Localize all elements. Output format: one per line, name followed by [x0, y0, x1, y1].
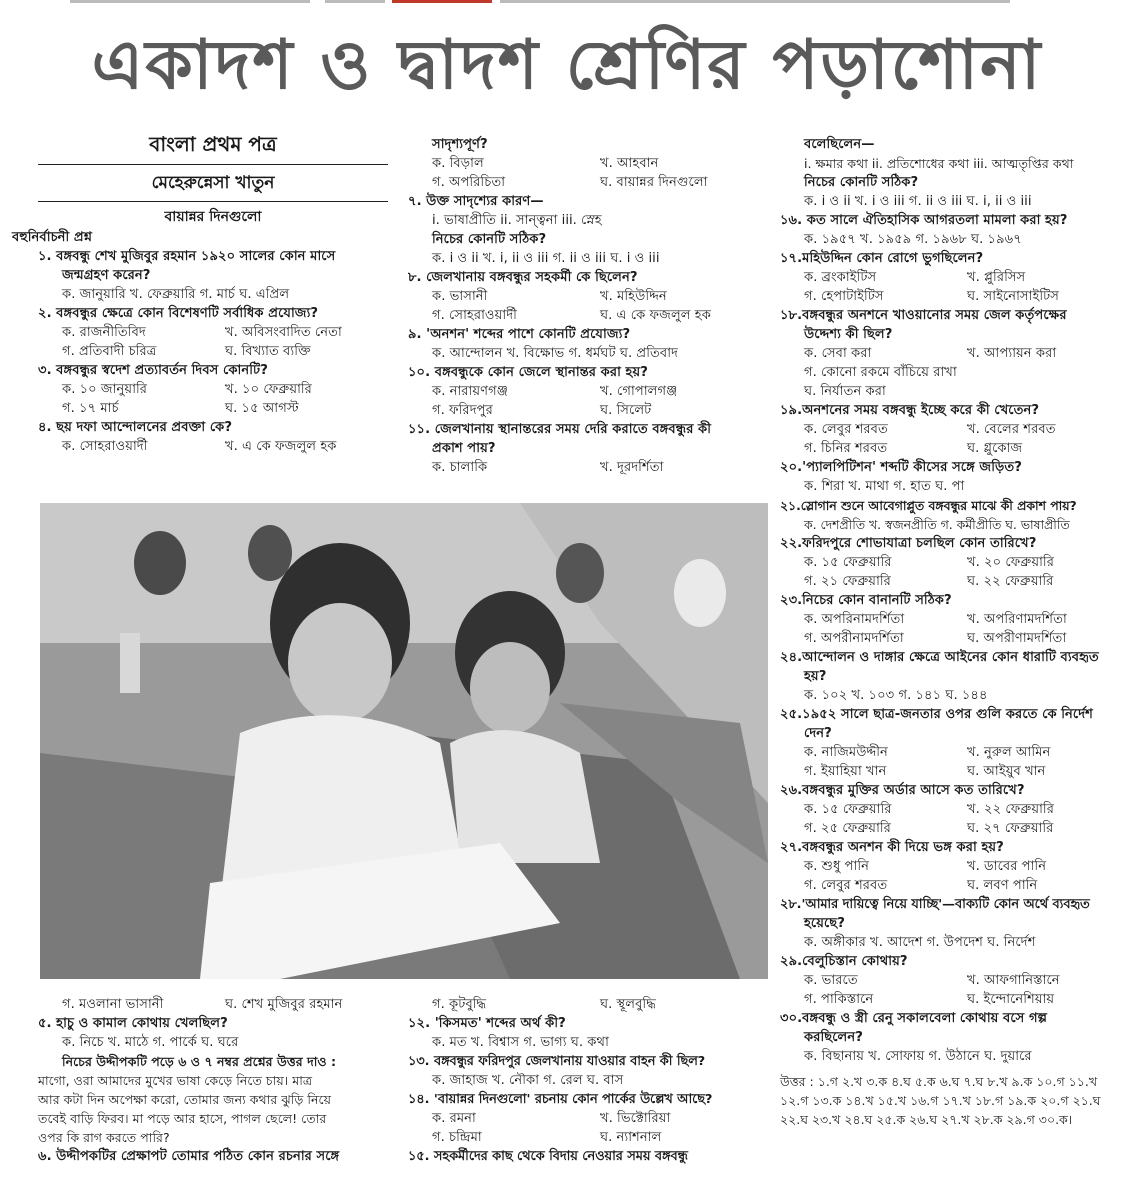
question-13: ১৩. বঙ্গবন্ধুর ফরিদপুর জেলখানায় যাওয়ার বাহন কী ছিল?	[408, 1054, 706, 1069]
question-11: ১১. জেলখানায় স্থানান্তরের সময় দেরি করাতে বঙ্গবন্ধুর কী	[408, 422, 712, 437]
option: ক. ১০ জানুয়ারি	[62, 382, 148, 397]
options: ক. i ও ii খ. i ও iii গ. ii ও iii ঘ. i, ii ও iii	[804, 194, 1032, 209]
answer-key-line: ২২.ঘ ২৩.খ ২৪.ঘ ২৫.ক ২৬.ঘ ২৭.খ ২৮.ক ২৯.গ ৩০.ক।	[780, 1112, 1073, 1127]
rule	[38, 164, 388, 165]
option: ক. চালাকি	[432, 460, 488, 475]
options	[408, 401, 768, 420]
option: ক. ১৫ ফেব্রুয়ারি	[804, 555, 892, 570]
option: ক. অপরিনামদর্শিতা	[804, 612, 905, 627]
question-28: ২৮.'আমার দায়িত্বে নিয়ে যাচ্ছি'—বাক্যটি কোন অর্থে ব্যবহৃত	[780, 897, 1090, 912]
options	[780, 439, 1130, 458]
option: খ. প্লুরিসিস	[967, 270, 1026, 285]
option: খ. আপ্যায়ন করা	[967, 346, 1057, 361]
option: খ. অবিসংবাদিত নেতা	[225, 325, 342, 340]
options: ক. অঙ্গীকার খ. আদেশ গ. উপদেশ ঘ. নির্দেশ	[804, 935, 1036, 950]
option: ঘ. সিলেট	[600, 403, 652, 418]
author-name: মেহেরুন্নেসা খাতুন	[151, 173, 275, 193]
option: গ. প্রতিবাদী চরিত্র	[62, 344, 157, 359]
question-1: ১. বঙ্গবন্ধু শেখ মুজিবুর রহমান ১৯২০ সালের কোন মাসে	[38, 249, 336, 264]
question-4: ৪. ছয় দফা আন্দোলনের প্রবক্তা কে?	[38, 420, 233, 435]
option: ঘ. ২৭ ফেব্রুয়ারি	[967, 821, 1054, 836]
option: ক. নারায়ণগঞ্জ	[432, 384, 509, 399]
option: ক. সোহরাওয়ার্দী	[62, 439, 148, 454]
option: খ. আফগানিস্তানে	[967, 973, 1060, 988]
column-2	[408, 135, 768, 477]
question-19: ১৯.অনশনের সময় বঙ্গবন্ধু ইচ্ছে করে কী খেতেন?	[780, 403, 1040, 418]
question-22: ২২.ফরিদপুরে শোভাযাত্রা চলছিল কোন তারিখে?	[780, 536, 1037, 551]
question-17: ১৭.মহিউদ্দিন কোন রোগে ভুগছিলেন?	[780, 251, 984, 266]
options: ক. ১০২ খ. ১০৩ গ. ১৪১ ঘ. ১৪৪	[804, 688, 988, 703]
column-1	[12, 128, 388, 456]
options	[780, 610, 1130, 629]
question-30: ৩০.বঙ্গবন্ধু ও স্ত্রী রেনু সকালবেলা কোথায় বসে গল্প	[780, 1011, 1048, 1026]
question-18-cont: উদ্দেশ্য কী ছিল?	[804, 327, 893, 342]
options	[780, 762, 1130, 781]
options	[38, 380, 388, 399]
options	[780, 857, 1130, 876]
options	[780, 800, 1130, 819]
option: গ. ফরিদপুর	[432, 403, 493, 418]
option: ক. লেবুর শরবত	[804, 422, 888, 437]
column-2-bottom	[408, 995, 768, 1166]
options	[780, 819, 1130, 838]
question-14: ১৪. 'বায়ান্নর দিনগুলো' রচনায় কোন পার্কের উল্লেখ আছে?	[408, 1092, 713, 1107]
options	[408, 306, 768, 325]
option: ঘ. লবণ পানি	[967, 878, 1038, 893]
option: গ. ২১ ফেব্রুয়ারি	[804, 574, 891, 589]
option: গ. মওলানা ভাসানী	[62, 997, 164, 1012]
subject-title: বাংলা প্রথম পত্র	[149, 132, 277, 156]
options	[780, 268, 1130, 287]
top-rule-mid	[325, 0, 385, 3]
question-7: ৭. উক্ত সাদৃশ্যের কারণ—	[408, 194, 544, 209]
question-24-cont: হয়?	[804, 669, 827, 684]
options	[408, 995, 768, 1014]
question-11-cont: প্রকাশ পায়?	[432, 441, 496, 456]
options: ক. দেশপ্রীতি খ. স্বজনপ্রীতি গ. কর্মীপ্রীতি ঘ. ভাষাপ্রীতি	[804, 517, 1070, 532]
question-18: ১৮.বঙ্গবন্ধুর অনশনে খাওয়ানোর সময় জেল কর্তৃপক্ষের	[780, 308, 1067, 323]
option: ক. ১৫ ফেব্রুয়ারি	[804, 802, 892, 817]
option: ক. রমনা	[432, 1111, 476, 1126]
options	[780, 990, 1130, 1009]
question-21: ২১.স্লোগান শুনে আবেগাপ্লুত বঙ্গবন্ধুর মাঝে কী প্রকাশ পায়?	[780, 498, 1077, 513]
statement-items: i. ভাষাপ্রীতি ii. সান্ত্বনা iii. স্নেহ	[432, 213, 602, 228]
options: ক. বিছানায় খ. সোফায় গ. উঠানে ঘ. দুয়ারে	[804, 1049, 1032, 1064]
stimulus-text: তবেই বাড়ি ফিরব। মা পড়ে আর হাসে, পাগল ছেলে! তোর	[38, 1111, 327, 1126]
options	[780, 287, 1130, 306]
option: ক. রাজনীতিবিদ	[62, 325, 146, 340]
answer-key-line: ১২.গ ১৩.ক ১৪.খ ১৫.খ ১৬.গ ১৭.খ ১৮.গ ১৯.ক ২০.গ ২১.ঘ	[780, 1093, 1101, 1108]
top-rule	[0, 0, 1134, 4]
option: ঘ. শেখ মুজিবুর রহমান	[225, 997, 343, 1012]
options	[780, 743, 1130, 762]
stimulus-heading: নিচের উদ্দীপকটি পড়ে ৬ ও ৭ নম্বর প্রশ্নের উত্তর দাও :	[62, 1054, 337, 1069]
rule	[38, 201, 388, 202]
option: খ. ১০ ফেব্রুয়ারি	[225, 382, 312, 397]
option: ঘ. ১৫ আগস্ট	[225, 401, 299, 416]
question-1-cont: জন্মগ্রহণ করেন?	[62, 268, 151, 283]
question-6: ৬. উদ্দীপকটির প্রেক্ষাপট তোমার পঠিত কোন রচনার সঙ্গে	[38, 1149, 340, 1164]
option: গ. চিনির শরবত	[804, 441, 888, 456]
options: ক. ১৯৫৭ খ. ১৯৫৯ গ. ১৯৬৮ ঘ. ১৯৬৭	[804, 232, 1022, 247]
question-2: ২. বঙ্গবন্ধুর ক্ষেত্রে কোন বিশেষণটি সর্বাধিক প্রযোজ্য?	[38, 306, 319, 321]
question-15: ১৫. সহকর্মীদের কাছ থেকে বিদায় নেওয়ার সময় বঙ্গবন্ধু	[408, 1149, 688, 1164]
option: ঘ. নির্যাতন করা	[804, 384, 886, 399]
options	[780, 876, 1130, 895]
question-16: ১৬. কত সালে ঐতিহাসিক আগরতলা মামলা করা হয়?	[780, 213, 1068, 228]
ask: নিচের কোনটি সঠিক?	[432, 232, 547, 247]
option: ঘ. এ কে ফজলুল হক	[600, 308, 711, 323]
option: গ. চন্দ্রিমা	[432, 1130, 482, 1145]
section-heading: বহুনির্বাচনী প্রশ্ন	[12, 230, 93, 245]
question-8: ৮. জেলখানায় বঙ্গবন্ধুর সহকর্মী কে ছিলেন?	[408, 270, 638, 285]
options: ক. মত খ. বিশ্বাস গ. ভাগ্য ঘ. কথা	[432, 1035, 609, 1050]
column-3	[780, 135, 1130, 1129]
option: ঘ. ইন্দোনেশিয়ায়	[967, 992, 1055, 1007]
options	[38, 399, 388, 418]
option: গ. পাকিস্তানে	[804, 992, 874, 1007]
statement-items: i. ক্ষমার কথা ii. প্রতিশোধের কথা iii. আত্মতৃপ্তির কথা	[804, 156, 1074, 171]
question-26: ২৬.বঙ্গবন্ধুর মুক্তির অর্ডার আসে কত তারিখে?	[780, 783, 1025, 798]
options	[780, 971, 1130, 990]
exam-hall-photo	[40, 503, 768, 979]
options: ক. নিচে খ. মাঠে গ. পার্কে ঘ. ঘরে	[62, 1035, 239, 1050]
option: খ. ২০ ফেব্রুয়ারি	[967, 555, 1054, 570]
question-27: ২৭.বঙ্গবন্ধুর অনশন কী দিয়ে ভঙ্গ করা হয়?	[780, 840, 1004, 855]
question-25: ২৫.১৯৫২ সালে ছাত্র-জনতার ওপর গুলি করতে কে নির্দেশ	[780, 707, 1093, 722]
option: গ. হেপাটাইটিস	[804, 289, 884, 304]
option: খ. অপরিণামদর্শিতা	[967, 612, 1067, 627]
question-5: ৫. হাচু ও কামাল কোথায় খেলছিল?	[38, 1016, 228, 1031]
answer-key-line: উত্তর : ১.গ ২.খ ৩.ক ৪.ঘ ৫.ক ৬.ঘ ৭.ঘ ৮.খ ৯.ক ১০.গ ১১.খ	[780, 1074, 1098, 1089]
lesson-title: বায়ান্নর দিনগুলো	[164, 209, 262, 225]
option: ক. সেবা করা	[804, 346, 872, 361]
options: ক. জাহাজ খ. নৌকা গ. রেল ঘ. বাস	[432, 1073, 624, 1088]
option: ক. ভাসানী	[432, 289, 488, 304]
option: খ. ডাবের পানি	[967, 859, 1047, 874]
options	[408, 382, 768, 401]
question-20: ২০.'প্যালপিটিশন' শব্দটি কীসের সঙ্গে জড়িত?	[780, 460, 1022, 475]
column-1-bottom	[38, 995, 388, 1166]
option: গ. ১৭ মার্চ	[62, 401, 119, 416]
exam-photo-illustration	[40, 503, 768, 979]
option: ঘ. ন্যাশনাল	[600, 1130, 662, 1145]
question-12: ১২. 'কিসমত' শব্দের অর্থ কী?	[408, 1016, 566, 1031]
option: ঘ. বায়ান্নর দিনগুলো	[600, 175, 708, 190]
option: গ. অপরীনামদর্শিতা	[804, 631, 904, 646]
option: খ. এ কে ফজলুল হক	[225, 439, 337, 454]
question-15-cont: বলেছিলেন—	[804, 137, 875, 152]
options	[408, 173, 768, 192]
question-25-cont: দেন?	[804, 726, 832, 741]
options	[38, 995, 388, 1014]
question-28-cont: হয়েছে?	[804, 916, 845, 931]
options	[408, 287, 768, 306]
top-rule-left	[70, 0, 310, 3]
top-rule-accent	[392, 0, 492, 3]
answer-key	[780, 1072, 1130, 1129]
option: ক. শুধু পানি	[804, 859, 869, 874]
ask: নিচের কোনটি সঠিক?	[804, 175, 919, 190]
question-30-cont: করছিলেন?	[804, 1030, 863, 1045]
option: খ. ২২ ফেব্রুয়ারি	[967, 802, 1054, 817]
options	[408, 1109, 768, 1128]
page-headline: একাদশ ও দ্বাদশ শ্রেণির পড়াশোনা	[91, 26, 1043, 105]
options	[408, 1128, 768, 1147]
option: গ. ২৫ ফেব্রুয়ারি	[804, 821, 891, 836]
question-9: ৯. 'অনশন' শব্দের পাশে কোনটি প্রযোজ্য?	[408, 327, 631, 342]
stimulus-text: ওপর কি রাগ করতে পারি?	[38, 1130, 170, 1145]
question-3: ৩. বঙ্গবন্ধুর স্বদেশ প্রত্যাবর্তন দিবস কোনটি?	[38, 363, 268, 378]
options	[780, 572, 1130, 591]
stimulus-text: আর কটা দিন অপেক্ষা করো, তোমার জন্য কথার ঝুড়ি নিয়ে	[38, 1092, 332, 1107]
option: খ. ভিক্টোরিয়া	[600, 1111, 671, 1126]
option: খ. নুরুল আমিন	[967, 745, 1051, 760]
question-29: ২৯.বেলুচিস্তান কোথায়?	[780, 954, 908, 969]
option: ক. নাজিমউদ্দীন	[804, 745, 888, 760]
option: ঘ. বিখ্যাত ব্যক্তি	[225, 344, 311, 359]
option: গ. লেবুর শরবত	[804, 878, 888, 893]
option: খ. গোপালগঞ্জ	[600, 384, 678, 399]
option: ঘ. স্থূলবুদ্ধি	[600, 997, 656, 1012]
question-23: ২৩.নিচের কোন বানানটি সঠিক?	[780, 593, 952, 608]
option: গ. অপরিচিতা	[432, 175, 506, 190]
option: গ. কোনো রকমে বাঁচিয়ে রাখা	[804, 365, 957, 380]
top-rule-right	[500, 0, 1010, 3]
options	[38, 323, 388, 342]
option: ক. বিড়াল	[432, 156, 484, 171]
question-6-cont: সাদৃশ্যপূর্ণ?	[432, 137, 488, 152]
options	[780, 553, 1130, 572]
options	[780, 344, 1130, 363]
options	[38, 342, 388, 361]
options	[780, 420, 1130, 439]
option: খ. দূরদর্শিতা	[600, 460, 664, 475]
option: ঘ. আইয়ুব খান	[967, 764, 1046, 779]
options	[408, 458, 768, 477]
option: গ. ইয়াহিয়া খান	[804, 764, 887, 779]
option: খ. বেলের শরবত	[967, 422, 1056, 437]
options: ক. শিরা খ. মাথা গ. হাত ঘ. পা	[804, 479, 965, 494]
question-10: ১০. বঙ্গবন্ধুকে কোন জেলে স্থানান্তর করা হয়?	[408, 365, 648, 380]
option: খ. আহবান	[600, 156, 659, 171]
options: ক. আন্দোলন খ. বিক্ষোভ গ. ধর্মঘট ঘ. প্রতিবাদ	[432, 346, 678, 361]
option: ক. ব্রংকাইটিস	[804, 270, 877, 285]
options: ক. জানুয়ারি খ. ফেব্রুয়ারি গ. মার্চ ঘ. এপ্রিল	[62, 287, 290, 302]
options	[780, 629, 1130, 648]
option: ঘ. সাইনোসাইটিস	[967, 289, 1059, 304]
option: ক. ভারতে	[804, 973, 858, 988]
option: ঘ. ২২ ফেব্রুয়ারি	[967, 574, 1054, 589]
options	[38, 437, 388, 456]
options: ক. i ও ii খ. i, ii ও iii গ. ii ও iii ঘ. i ও iii	[432, 251, 660, 266]
stimulus-text: মাগো, ওরা আমাদের মুখের ভাষা কেড়ে নিতে চায়। মাত্র	[38, 1073, 313, 1088]
option: খ. মহিউদ্দিন	[600, 289, 667, 304]
question-24: ২৪.আন্দোলন ও দাঙ্গার ক্ষেত্রে আইনের কোন ধারাটি ব্যবহৃত	[780, 650, 1099, 665]
option: ঘ. অপরীণামদর্শিতা	[967, 631, 1067, 646]
option: গ. সোহরাওয়ার্দী	[432, 308, 517, 323]
options	[408, 154, 768, 173]
option: ঘ. গ্লুকোজ	[967, 441, 1023, 456]
option: গ. কূটবুদ্ধি	[432, 997, 487, 1012]
